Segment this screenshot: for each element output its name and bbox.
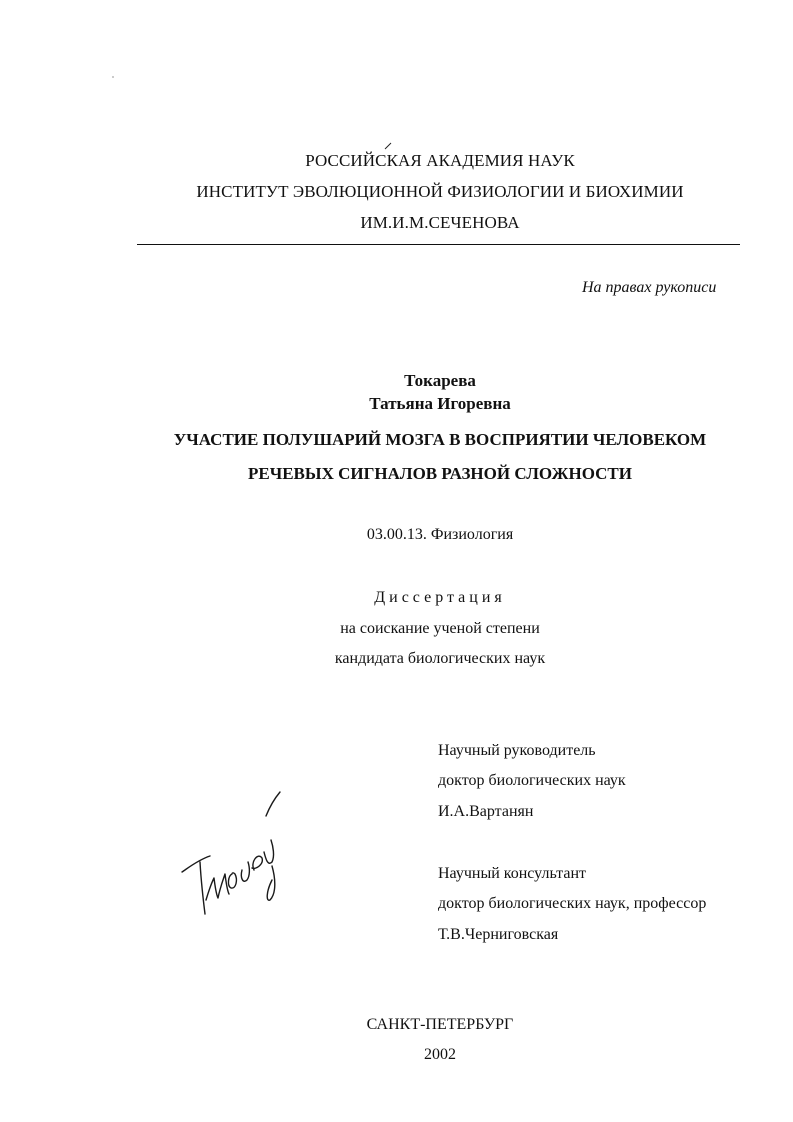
dissertation-title-line1: УЧАСТИЕ ПОЛУШАРИЙ МОЗГА В ВОСПРИЯТИИ ЧЕЛОВЕКОМ [173,430,707,449]
author-given-names: Татьяна Игоревна [369,394,511,413]
handwritten-signature [180,790,290,920]
supervisor-role: Научный руководитель [438,742,596,759]
consultant-name: Т.В.Черниговская [438,926,559,943]
consultant-title: доктор биологических наук, профессор [438,895,707,912]
author-surname: Токарева [404,371,476,390]
consultant-role: Научный консультант [438,865,586,882]
scan-speck [112,76,114,78]
header-divider [137,244,740,245]
dissertation-title-line2: РЕЧЕВЫХ СИГНАЛОВ РАЗНОЙ СЛОЖНОСТИ [248,464,632,483]
pen-tick-mark [384,142,392,150]
specialty-code: 03.00.13. Физиология [366,526,514,543]
degree-line2: кандидата биологических наук [334,650,546,667]
academy-name: РОССИЙСКАЯ АКАДЕМИЯ НАУК [305,151,575,170]
manuscript-note: На правах рукописи [582,279,717,296]
year: 2002 [424,1046,456,1063]
supervisor-name: И.А.Вартанян [438,803,534,820]
institute-name: ИНСТИТУТ ЭВОЛЮЦИОННОЙ ФИЗИОЛОГИИ И БИОХИМИИ [196,182,684,201]
institute-named-after: ИМ.И.М.СЕЧЕНОВА [360,213,520,232]
city: САНКТ-ПЕТЕРБУРГ [366,1016,514,1033]
document-type: Диссертация [374,589,506,606]
degree-line1: на соискание ученой степени [340,620,540,637]
supervisor-title: доктор биологических наук [438,772,626,789]
